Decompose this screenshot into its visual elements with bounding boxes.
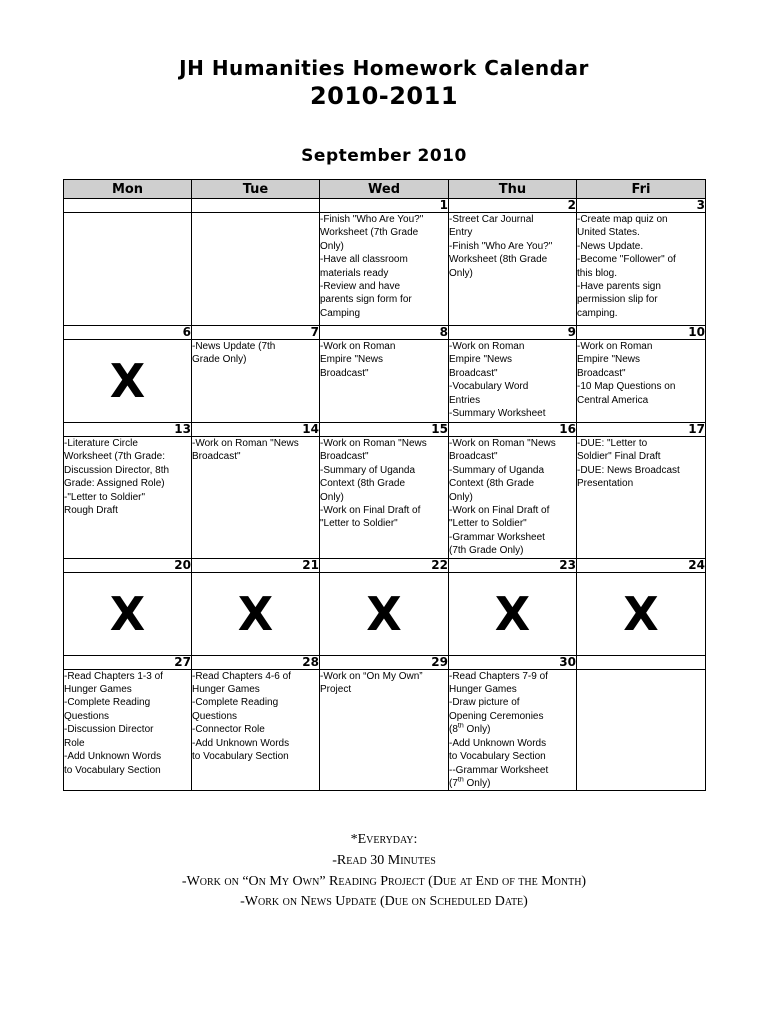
day-number: 1 <box>320 199 449 213</box>
homework-line: -News Update (7th <box>192 341 276 352</box>
day-number: 21 <box>192 558 320 572</box>
homework-line: -10 Map Questions on <box>577 381 676 393</box>
day-number: 28 <box>192 655 320 669</box>
homework-cell <box>192 340 320 423</box>
homework-cell <box>320 213 449 326</box>
footer-heading: *Everyday: <box>350 832 418 847</box>
day-number: 30 <box>449 655 577 669</box>
homework-cell <box>449 340 577 423</box>
day-number: 24 <box>577 558 706 572</box>
homework-line: -News Update. <box>577 240 644 252</box>
homework-line: -Add Unknown Words <box>192 737 290 749</box>
homework-line: (7th Grade Only) <box>449 545 524 557</box>
day-number: 6 <box>64 326 192 340</box>
homework-line: -Work on Roman "News <box>449 438 556 449</box>
homework-cell <box>320 669 449 791</box>
homework-line: -Read Chapters 7-9 of <box>449 670 548 682</box>
homework-line: Only) <box>449 267 473 279</box>
homework-line: -Literature Circle <box>64 438 138 449</box>
homework-line: -DUE: "Letter to <box>577 438 648 449</box>
homework-line: -Review and have <box>320 281 401 293</box>
homework-line: -Work on Roman <box>320 341 396 352</box>
homework-cell <box>192 437 320 559</box>
homework-line: -Add Unknown Words <box>64 751 162 763</box>
day-number: 20 <box>64 558 192 572</box>
homework-line: -Complete Reading <box>64 697 151 709</box>
no-school-mark: X <box>64 340 192 423</box>
no-school-mark: X <box>64 572 192 655</box>
day-number: 17 <box>577 423 706 437</box>
day-number: 14 <box>192 423 320 437</box>
week-date-row <box>64 199 706 213</box>
homework-line: to Vocabulary Section <box>192 751 289 763</box>
no-school-mark: X <box>320 572 449 655</box>
homework-line: -Work on Roman "News <box>320 438 427 449</box>
footer-item: -Work on News Update (Due on Scheduled Date) <box>240 894 528 909</box>
homework-line: Project <box>320 684 352 696</box>
day-number: 29 <box>320 655 449 669</box>
homework-line: Only) <box>449 491 473 503</box>
homework-line: -"Letter to Soldier" <box>64 491 146 503</box>
homework-line: permission slip for <box>577 294 658 306</box>
calendar-title: JH Humanities Homework Calendar <box>179 56 589 80</box>
homework-line: Hunger Games <box>64 684 132 696</box>
calendar-table <box>63 179 706 791</box>
homework-line: -Add Unknown Words <box>449 737 547 749</box>
school-year: 2010-2011 <box>309 82 459 110</box>
week-date-row <box>64 558 706 572</box>
homework-line: Entries <box>449 394 481 406</box>
day-number: 16 <box>449 423 577 437</box>
homework-cell <box>320 340 449 423</box>
homework-line: parents sign form for <box>320 294 412 306</box>
day-number <box>577 655 706 669</box>
week-date-row <box>64 655 706 669</box>
no-school-mark: X <box>577 572 706 655</box>
footer-item: -Read 30 Minutes <box>332 853 436 868</box>
homework-cell <box>577 437 706 559</box>
homework-line: -Work on Final Draft of <box>449 505 550 517</box>
homework-line: to Vocabulary Section <box>64 764 161 776</box>
homework-line: -Street Car Journal <box>449 214 534 225</box>
homework-line: Worksheet (7th Grade <box>320 227 419 239</box>
homework-line: Broadcast" <box>449 367 498 379</box>
homework-line: -Read Chapters 1-3 of <box>64 670 163 682</box>
homework-line: Broadcast" <box>320 451 369 463</box>
homework-line: (7th Only) <box>449 776 491 789</box>
homework-line: -DUE: News Broadcast <box>577 464 680 476</box>
footer-item: -Work on “On My Own” Reading Project (Due at End of the Month) <box>181 874 587 889</box>
day-number: 15 <box>320 423 449 437</box>
homework-line: Role <box>64 737 85 749</box>
homework-line: -Create map quiz on <box>577 214 668 225</box>
no-school-mark: X <box>192 572 320 655</box>
homework-line: -Read Chapters 4-6 of <box>192 670 291 682</box>
homework-line: United States. <box>577 227 640 239</box>
homework-cell <box>320 437 449 559</box>
homework-cell <box>577 340 706 423</box>
week-content-row <box>64 669 706 791</box>
homework-line: Context (8th Grade <box>449 478 535 490</box>
homework-line: "Letter to Soldier" <box>320 518 398 530</box>
homework-line: (8th Only) <box>449 723 491 736</box>
homework-line: -Connector Role <box>192 724 265 736</box>
homework-line: -Have parents sign <box>577 281 661 293</box>
weekday-fri: Fri <box>577 180 706 199</box>
homework-cell <box>64 437 192 559</box>
homework-line: Grade: Assigned Role) <box>64 478 165 490</box>
day-number <box>192 199 320 213</box>
no-school-mark: X <box>449 572 577 655</box>
homework-line: -Work on Roman "News <box>192 438 299 449</box>
homework-cell <box>449 669 577 791</box>
homework-cell <box>449 437 577 559</box>
homework-line: Soldier" Final Draft <box>577 451 661 463</box>
homework-line: Worksheet (8th Grade <box>449 254 548 266</box>
homework-line: Empire "News <box>320 354 384 366</box>
day-number: 23 <box>449 558 577 572</box>
homework-line: -Summary of Uganda <box>449 464 545 476</box>
homework-line: -Work on Final Draft of <box>320 505 421 517</box>
homework-line: Broadcast" <box>449 451 498 463</box>
homework-line: -Summary of Uganda <box>320 464 416 476</box>
day-number: 8 <box>320 326 449 340</box>
homework-line: Camping <box>320 307 361 319</box>
homework-line: -Work on Roman <box>577 341 653 352</box>
day-number: 27 <box>64 655 192 669</box>
homework-line: Empire "News <box>449 354 513 366</box>
homework-line: Presentation <box>577 478 634 490</box>
week-content-row <box>64 572 706 655</box>
weekday-tue: Tue <box>192 180 320 199</box>
day-number <box>64 199 192 213</box>
homework-line: Opening Ceremonies <box>449 710 544 722</box>
day-number: 9 <box>449 326 577 340</box>
homework-cell <box>577 213 706 326</box>
week-content-row <box>64 213 706 326</box>
homework-line: camping. <box>577 307 618 319</box>
day-number: 7 <box>192 326 320 340</box>
week-content-row <box>64 437 706 559</box>
homework-line: Questions <box>64 710 110 722</box>
homework-line: Broadcast" <box>320 367 369 379</box>
homework-line: -Finish "Who Are You?" <box>320 214 424 225</box>
homework-line: -Finish "Who Are You?" <box>449 240 553 252</box>
homework-line: Central America <box>577 394 649 406</box>
homework-line: Hunger Games <box>449 684 517 696</box>
weekday-thu: Thu <box>449 180 577 199</box>
homework-line: -Vocabulary Word <box>449 381 529 393</box>
homework-line: -Work on “On My Own” <box>320 670 423 682</box>
week-date-row <box>64 326 706 340</box>
month-title: September 2010 <box>301 146 467 166</box>
weekday-mon: Mon <box>64 180 192 199</box>
homework-line: -Work on Roman <box>449 341 525 352</box>
homework-line: -Discussion Director <box>64 724 154 736</box>
homework-line: -Grammar Worksheet <box>449 531 545 543</box>
homework-line: Context (8th Grade <box>320 478 406 490</box>
homework-line: -Summary Worksheet <box>449 408 546 420</box>
homework-line: Worksheet (7th Grade: <box>64 451 165 463</box>
day-number: 3 <box>577 199 706 213</box>
homework-line: Hunger Games <box>192 684 260 696</box>
homework-cell <box>577 669 706 791</box>
weekday-wed: Wed <box>320 180 449 199</box>
day-number: 10 <box>577 326 706 340</box>
week-content-row <box>64 340 706 423</box>
day-number: 2 <box>449 199 577 213</box>
homework-line: Broadcast" <box>192 451 241 463</box>
homework-line: Empire "News <box>577 354 641 366</box>
homework-line: Questions <box>192 710 238 722</box>
homework-line: "Letter to Soldier" <box>449 518 527 530</box>
homework-cell <box>64 213 192 326</box>
homework-cell <box>449 213 577 326</box>
homework-line: Only) <box>320 491 344 503</box>
day-number: 22 <box>320 558 449 572</box>
homework-line: -Draw picture of <box>449 697 520 709</box>
homework-cell <box>192 213 320 326</box>
homework-line: -Become "Follower" of <box>577 254 676 266</box>
homework-line: Rough Draft <box>64 505 118 517</box>
homework-line: Entry <box>449 227 473 239</box>
homework-line: --Grammar Worksheet <box>449 764 549 776</box>
homework-line: Only) <box>320 240 344 252</box>
day-number: 13 <box>64 423 192 437</box>
homework-line: Broadcast" <box>577 367 626 379</box>
homework-line: this blog. <box>577 267 618 279</box>
week-date-row <box>64 423 706 437</box>
homework-line: -Complete Reading <box>192 697 279 709</box>
homework-line: -Have all classroom <box>320 254 408 266</box>
homework-line: Grade Only) <box>192 354 247 366</box>
homework-cell <box>192 669 320 791</box>
homework-line: to Vocabulary Section <box>449 751 546 763</box>
homework-line: materials ready <box>320 267 389 279</box>
homework-cell <box>64 669 192 791</box>
weekday-header-row <box>64 180 706 199</box>
homework-line: Discussion Director, 8th <box>64 464 170 476</box>
